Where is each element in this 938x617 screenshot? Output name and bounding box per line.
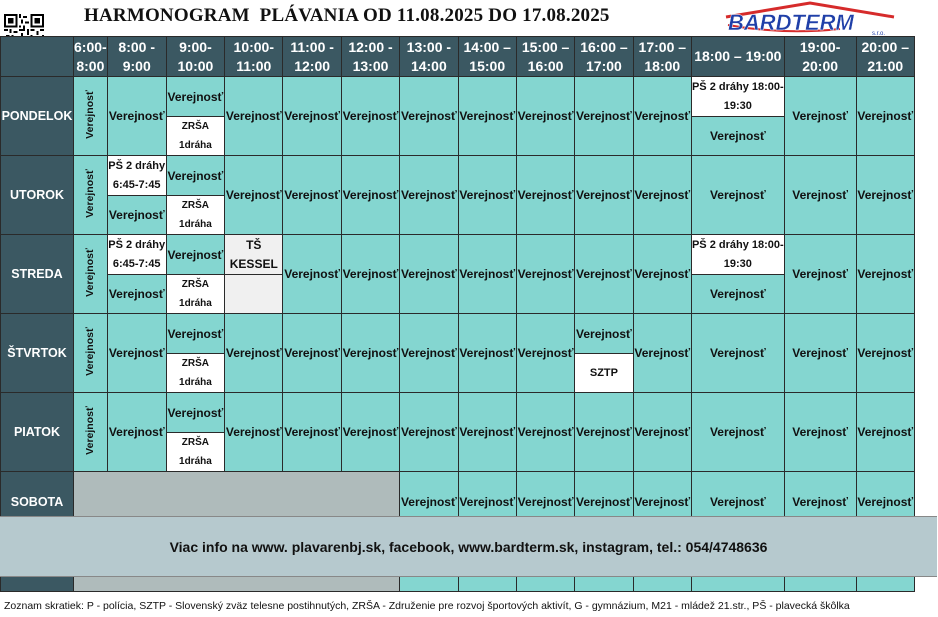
schedule-cell: Verejnosť xyxy=(74,77,108,156)
time-slot-header: 17:00 – 18:00 xyxy=(633,37,691,77)
time-slot-header: 14:00 – 15:00 xyxy=(458,37,516,77)
schedule-cell: Verejnosť xyxy=(633,472,691,532)
schedule-cell: Verejnosť xyxy=(225,77,283,156)
time-slot-header: 11:00 - 12:00 xyxy=(283,37,341,77)
bardterm-logo-icon xyxy=(722,1,897,39)
schedule-cell-ps: PŠ 2 dráhy 6:45-7:45 xyxy=(107,235,166,275)
schedule-cell: Verejnosť xyxy=(400,235,458,314)
schedule-cell: Verejnosť xyxy=(458,472,516,532)
schedule-cell: Verejnosť xyxy=(784,472,856,532)
schedule-cell-ts-kessel-cont xyxy=(225,275,283,314)
schedule-cell: Verejnosť xyxy=(516,156,574,235)
schedule-cell: Verejnosť xyxy=(107,77,166,156)
schedule-cell: Verejnosť xyxy=(575,393,633,472)
schedule-cell: Verejnosť xyxy=(516,472,574,532)
day-row-friday xyxy=(1,393,938,433)
schedule-cell: Verejnosť xyxy=(225,314,283,393)
day-label: UTOROK xyxy=(1,156,74,235)
page-title: HARMONOGRAM PLÁVANIA OD 11.08.2025 DO 17.08.2025 xyxy=(84,5,610,26)
schedule-cell: Verejnosť xyxy=(691,156,784,235)
schedule-cell: Verejnosť xyxy=(400,314,458,393)
day-label: ŠTVRTOK xyxy=(1,314,74,393)
schedule-cell: Verejnosť xyxy=(856,393,914,472)
time-slot-header: 16:00 – 17:00 xyxy=(575,37,633,77)
day-row-wednesday xyxy=(1,235,938,275)
time-slot-header: 18:00 – 19:00 xyxy=(691,37,784,77)
schedule-cell: Verejnosť xyxy=(400,393,458,472)
day-row-thursday xyxy=(1,314,938,354)
schedule-cell: Verejnosť xyxy=(784,314,856,393)
schedule-cell: Verejnosť xyxy=(283,156,341,235)
schedule-cell-zrsa: ZRŠA 1dráha xyxy=(166,275,224,314)
schedule-cell: Verejnosť xyxy=(575,156,633,235)
schedule-cell: Verejnosť xyxy=(575,77,633,156)
schedule-cell: Verejnosť xyxy=(74,393,108,472)
schedule-cell-zrsa: ZRŠA 1dráha xyxy=(166,196,224,235)
schedule-cell: Verejnosť xyxy=(458,77,516,156)
day-row-monday xyxy=(1,77,938,117)
day-label: PIATOK xyxy=(1,393,74,472)
schedule-cell: Verejnosť xyxy=(633,77,691,156)
day-label: SOBOTA xyxy=(1,472,74,532)
schedule-cell: Verejnosť xyxy=(784,156,856,235)
schedule-cell: Verejnosť xyxy=(400,472,458,532)
schedule-cell: Verejnosť xyxy=(458,314,516,393)
schedule-cell: Verejnosť xyxy=(784,393,856,472)
schedule-cell: Verejnosť xyxy=(633,314,691,393)
schedule-cell: Verejnosť xyxy=(283,235,341,314)
schedule-cell: Verejnosť xyxy=(283,77,341,156)
schedule-cell-ps: PŠ 2 dráhy 18:00- 19:30 xyxy=(691,235,784,275)
schedule-cell: Verejnosť xyxy=(225,393,283,472)
schedule-cell: Verejnosť xyxy=(633,393,691,472)
schedule-cell: Verejnosť xyxy=(166,314,224,354)
schedule-cell: Verejnosť xyxy=(856,77,914,156)
schedule-cell: Verejnosť xyxy=(458,235,516,314)
schedule-cell: Verejnosť xyxy=(458,156,516,235)
time-slot-header: 13:00 - 14:00 xyxy=(400,37,458,77)
schedule-cell: Verejnosť xyxy=(107,196,166,235)
corner-cell xyxy=(1,37,74,77)
time-slot-header: 9:00- 10:00 xyxy=(166,37,224,77)
schedule-cell-ps: PŠ 2 dráhy 6:45-7:45 xyxy=(107,156,166,196)
schedule-cell: Verejnosť xyxy=(166,156,224,196)
schedule-cell: Verejnosť xyxy=(74,314,108,393)
svg-text:s.r.o.: s.r.o. xyxy=(872,31,886,37)
time-slot-header: 15:00 – 16:00 xyxy=(516,37,574,77)
schedule-cell: Verejnosť xyxy=(74,235,108,314)
schedule-cell: Verejnosť xyxy=(575,314,633,354)
schedule-cell: Verejnosť xyxy=(784,77,856,156)
schedule-cell: Verejnosť xyxy=(400,77,458,156)
schedule-cell: Verejnosť xyxy=(633,235,691,314)
schedule-cell: Verejnosť xyxy=(691,393,784,472)
time-slot-header: 10:00- 11:00 xyxy=(225,37,283,77)
time-slot-header: 20:00 – 21:00 xyxy=(856,37,914,77)
schedule-cell: Verejnosť xyxy=(516,314,574,393)
schedule-cell-ps: PŠ 2 dráhy 18:00- 19:30 xyxy=(691,77,784,117)
info-bar: Viac info na www. plavarenbj.sk, facebook, www.bardterm.sk, instagram, tel.: 054/4748636 xyxy=(0,516,937,577)
schedule-cell: Verejnosť xyxy=(458,393,516,472)
schedule-cell: Verejnosť xyxy=(691,472,784,532)
schedule-cell: Verejnosť xyxy=(856,235,914,314)
schedule-cell: Verejnosť xyxy=(856,472,914,532)
svg-text:BARDTERM: BARDTERM xyxy=(728,10,854,35)
schedule-cell: Verejnosť xyxy=(516,77,574,156)
schedule-cell: Verejnosť xyxy=(341,235,399,314)
schedule-cell: Verejnosť xyxy=(166,235,224,275)
time-slot-header: 6:00- 8:00 xyxy=(74,37,108,77)
schedule-cell: Verejnosť xyxy=(166,77,224,117)
time-slot-header: 8:00 - 9:00 xyxy=(107,37,166,77)
schedule-cell: Verejnosť xyxy=(691,314,784,393)
schedule-cell: Verejnosť xyxy=(516,235,574,314)
day-label: STREDA xyxy=(1,235,74,314)
schedule-cell-ts-kessel: TŠ KESSEL xyxy=(225,235,283,275)
schedule-cell: Verejnosť xyxy=(225,156,283,235)
schedule-cell: Verejnosť xyxy=(341,314,399,393)
schedule-cell: Verejnosť xyxy=(691,117,784,156)
schedule-cell: Verejnosť xyxy=(633,156,691,235)
schedule-cell: Verejnosť xyxy=(575,235,633,314)
day-label: PONDELOK xyxy=(1,77,74,156)
schedule-cell: Verejnosť xyxy=(166,393,224,433)
schedule-cell-zrsa: ZRŠA 1dráha xyxy=(166,354,224,393)
schedule-cell-zrsa: ZRŠA 1dráha xyxy=(166,433,224,472)
schedule-cell: Verejnosť xyxy=(400,156,458,235)
schedule-cell: Verejnosť xyxy=(341,77,399,156)
schedule-cell: Verejnosť xyxy=(575,472,633,532)
day-row-tuesday xyxy=(1,156,938,196)
schedule-cell-sztp: SZTP xyxy=(575,354,633,393)
schedule-cell: Verejnosť xyxy=(856,314,914,393)
schedule-cell: Verejnosť xyxy=(74,156,108,235)
schedule-cell: Verejnosť xyxy=(341,156,399,235)
schedule-cell: Verejnosť xyxy=(283,393,341,472)
schedule-cell: Verejnosť xyxy=(107,314,166,393)
schedule-cell: Verejnosť xyxy=(516,393,574,472)
time-slot-header: 19:00- 20:00 xyxy=(784,37,856,77)
schedule-cell: Verejnosť xyxy=(856,156,914,235)
schedule-cell: Verejnosť xyxy=(107,275,166,314)
schedule-cell-zrsa: ZRŠA 1dráha xyxy=(166,117,224,156)
time-header-row xyxy=(1,37,938,77)
schedule-cell: Verejnosť xyxy=(107,393,166,472)
schedule-cell: Verejnosť xyxy=(283,314,341,393)
time-slot-header: 12:00 - 13:00 xyxy=(341,37,399,77)
schedule-cell: Verejnosť xyxy=(341,393,399,472)
schedule-cell: Verejnosť xyxy=(784,235,856,314)
schedule-cell: Verejnosť xyxy=(691,275,784,314)
abbreviations-note: Zoznam skratiek: P - polícia, SZTP - Slovenský zväz telesne postihnutých, ZRŠA - Združenie pre rozvoj športových aktivít, G - gymnázium, M21 - mládež 21.str., PŠ - plavecká škôlka xyxy=(4,600,850,612)
schedule-table xyxy=(0,36,938,592)
